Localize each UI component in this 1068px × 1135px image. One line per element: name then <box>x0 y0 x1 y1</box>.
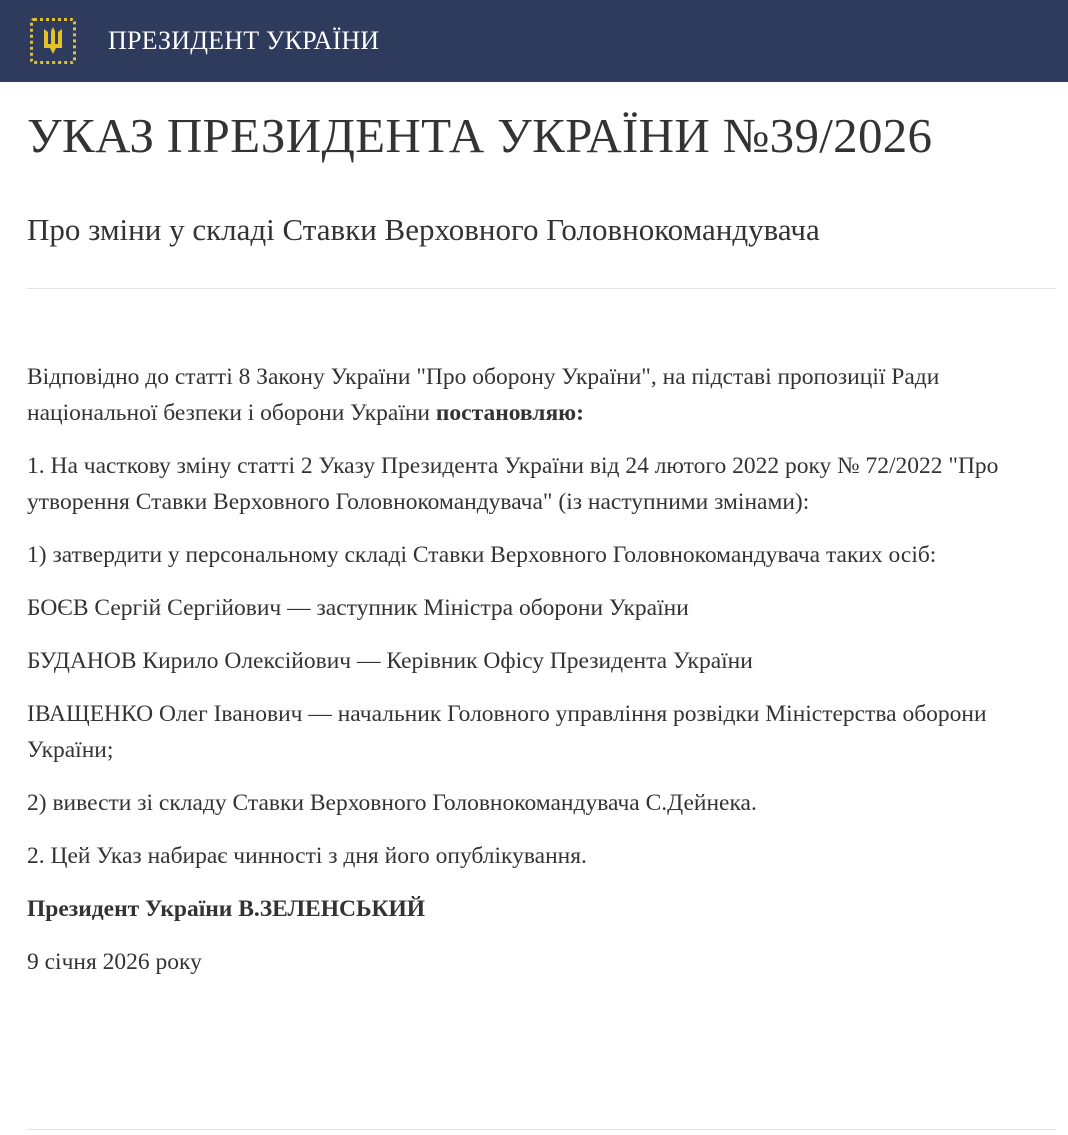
trident-coat-of-arms-icon[interactable] <box>30 18 76 64</box>
decree-paragraph: БУДАНОВ Кирило Олексійович — Керівник Офісу Президента України <box>27 648 753 674</box>
decree-paragraph: 1. На часткову зміну статті 2 Указу Президента України від 24 лютого 2022 року № 72/2022 "Про утворення Ставки Верховного Головнокомандувача" (із наступними змінами): <box>27 453 999 515</box>
decree-paragraph: 1) затвердити у персональному складі Ставки Верховного Головнокомандувача таких осіб: <box>27 542 937 568</box>
decree-paragraph: ІВАЩЕНКО Олег Іванович — начальник Головного управління розвідки Міністерства оборони України; <box>27 701 987 763</box>
page-subtitle: Про зміни у складі Ставки Верховного Головнокомандувача <box>27 212 820 247</box>
site-brand-link[interactable]: ПРЕЗИДЕНТ УКРАЇНИ <box>108 26 380 55</box>
decree-paragraph: БОЄВ Сергій Сергійович — заступник Міністра оборони України <box>27 595 689 621</box>
signature-text: Президент України В.ЗЕЛЕНСЬКИЙ <box>27 896 426 922</box>
page-title: УКАЗ ПРЕЗИДЕНТА УКРАЇНИ №39/2026 <box>27 108 933 163</box>
bottom-divider <box>27 1129 1056 1130</box>
decree-paragraph: 2. Цей Указ набирає чинності з дня його опублікування. <box>27 843 587 869</box>
preamble-bold: постановляю: <box>435 400 584 426</box>
signature <box>27 891 1056 927</box>
site-header <box>0 0 1068 82</box>
decree-content <box>0 108 1068 980</box>
decree-body <box>27 359 1056 980</box>
preamble-text: Відповідно до статті 8 Закону України "Про оборону України", на підставі пропозиції Ради національної безпеки і оборони України <box>27 364 940 426</box>
decree-paragraph: 2) вивести зі складу Ставки Верховного Головнокомандувача С.Дейнека. <box>27 790 757 816</box>
divider <box>27 288 1056 289</box>
decree-date: 9 січня 2026 року <box>27 949 202 975</box>
preamble-paragraph <box>27 359 1056 431</box>
